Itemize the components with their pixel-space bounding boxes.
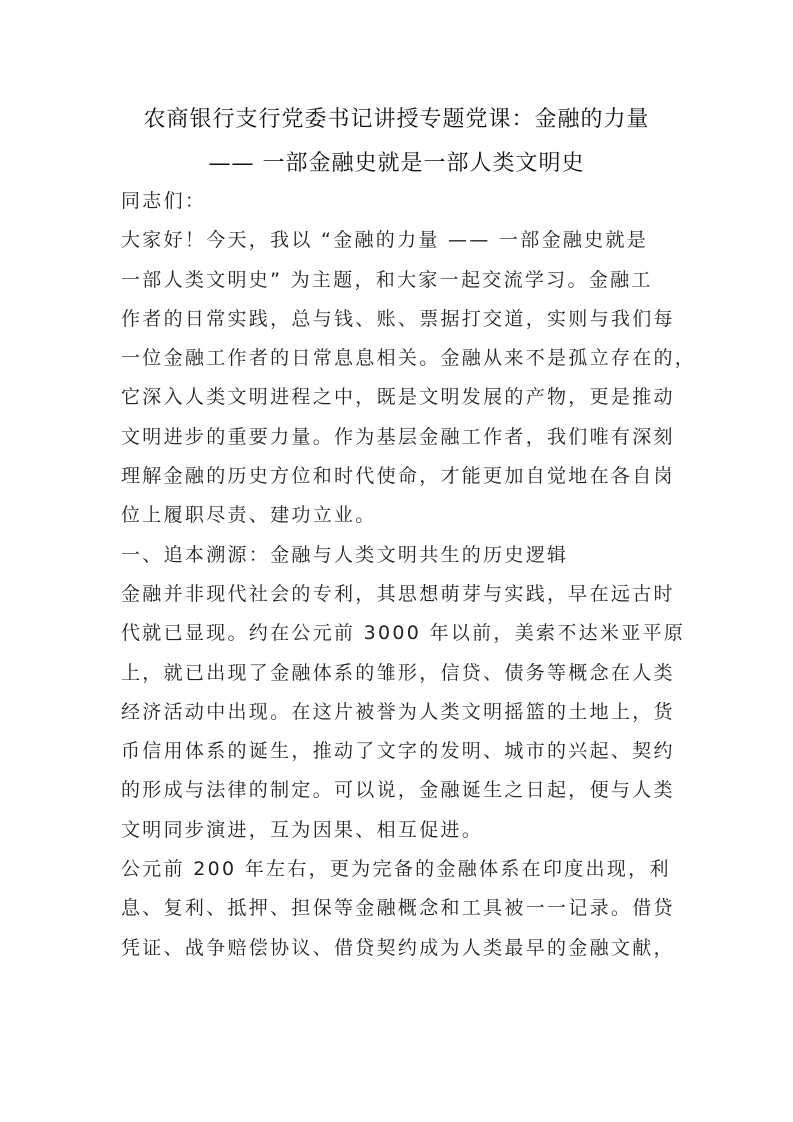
paragraph-line: 文明同步演进，互为因果、相互促进。 xyxy=(121,818,484,841)
paragraph-line: 上，就已出现了金融体系的雏形，信贷、债务等概念在人类 xyxy=(121,661,675,684)
document-title: 农商银行支行党委书记讲授专题党课：金融的力量 xyxy=(143,107,650,132)
paragraph-line: 代就已显现。约在公元前 3000 年以前，美索不达米亚平原 xyxy=(121,622,686,645)
document-body xyxy=(121,182,697,968)
section-heading: 一、追本溯源：金融与人类文明共生的历史逻辑 xyxy=(121,543,569,566)
paragraph-line: 文明进步的重要力量。作为基层金融工作者，我们唯有深刻 xyxy=(121,425,675,448)
paragraph-line: 大家好！今天，我以 “金融的力量 —— 一部金融史就是 xyxy=(121,229,649,252)
paragraph-line: 一位金融工作者的日常息息相关。金融从来不是孤立存在的， xyxy=(121,347,697,370)
paragraph-line: 位上履职尽责、建功立业。 xyxy=(121,504,377,527)
paragraph-line: 息、复利、抵押、担保等金融概念和工具被一一记录。借贷 xyxy=(121,897,675,920)
paragraph-line: 的形成与法律的制定。可以说，金融诞生之日起，便与人类 xyxy=(121,779,675,802)
paragraph-line: 一部人类文明史” 为主题，和大家一起交流学习。金融工 xyxy=(121,268,653,291)
paragraph-line: 公元前 200 年左右，更为完备的金融体系在印度出现，利 xyxy=(121,858,671,881)
paragraph-line: 作者的日常实践，总与钱、账、票据打交道，实则与我们每 xyxy=(121,307,675,330)
paragraph-line: 金融并非现代社会的专利，其思想萌芽与实践，早在远古时 xyxy=(121,582,675,605)
paragraph-line: 理解金融的历史方位和时代使命，才能更加自觉地在各自岗 xyxy=(121,465,675,488)
paragraph-line: 经济活动中出现。在这片被誉为人类文明摇篮的土地上，货 xyxy=(121,700,675,723)
document-subtitle: —— 一部金融史就是一部人类文明史 xyxy=(208,151,585,176)
paragraph-line: 凭证、战争赔偿协议、借贷契约成为人类最早的金融文献， xyxy=(121,936,675,959)
salutation-line: 同志们： xyxy=(121,190,207,212)
paragraph-line: 币信用体系的诞生，推动了文字的发明、城市的兴起、契约 xyxy=(121,740,675,763)
paragraph-line: 它深入人类文明进程之中，既是文明发展的产物，更是推动 xyxy=(121,386,675,409)
